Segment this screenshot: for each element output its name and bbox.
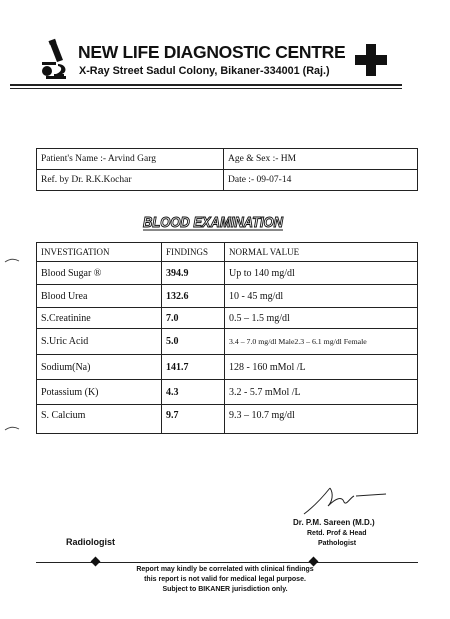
test-name: Sodium(Na) [37, 355, 162, 380]
report-date: Date :- 09-07-14 [224, 170, 418, 191]
finding-value: 4.3 [162, 380, 225, 405]
test-name: Potassium (K) [37, 380, 162, 405]
table-row [37, 405, 418, 434]
column-header-findings: FINDINGS [162, 243, 225, 262]
footer-line-3: Subject to BIKANER jurisdiction only. [162, 586, 288, 593]
normal-range: 128 - 160 mMol /L [225, 355, 418, 380]
finding-value: 9.7 [162, 405, 225, 434]
lab-name: NEW LIFE DIAGNOSTIC CENTRE [78, 42, 346, 62]
microscope-icon [36, 38, 72, 80]
column-header-investigation: INVESTIGATION [37, 243, 162, 262]
normal-range: 9.3 – 10.7 mg/dl [225, 405, 418, 434]
test-name: Blood Urea [37, 285, 162, 308]
normal-range: 3.2 - 5.7 mMol /L [225, 380, 418, 405]
test-name: S.Uric Acid [37, 329, 162, 355]
table-row [37, 329, 418, 355]
medical-cross-icon [355, 44, 387, 76]
table-row [37, 262, 418, 285]
finding-value: 394.9 [162, 262, 225, 285]
test-name: S.Creatinine [37, 308, 162, 329]
finding-value: 132.6 [162, 285, 225, 308]
radiologist-label: Radiologist [66, 537, 115, 547]
table-row [37, 380, 418, 405]
normal-range: Up to 140 mg/dl [225, 262, 418, 285]
column-header-normal-value: NORMAL VALUE [225, 243, 418, 262]
referred-by: Ref. by Dr. R.K.Kochar [37, 170, 224, 191]
footer-line-1: Report may kindly be correlated with clinical findings [136, 566, 314, 573]
report-title-text: BLOOD EXAMINATION [143, 215, 284, 231]
doctor-role: Pathologist [318, 540, 357, 547]
patient-info-table [36, 148, 418, 191]
table-row [37, 308, 418, 329]
margin-mark [4, 256, 20, 266]
results-table [36, 242, 418, 434]
diamond-ornament-right [309, 557, 319, 567]
table-row [37, 285, 418, 308]
patient-age-sex: Age & Sex :- HM [224, 149, 418, 170]
finding-value: 7.0 [162, 308, 225, 329]
table-row [37, 355, 418, 380]
doctor-name: Dr. P.M. Sareen (M.D.) [293, 518, 375, 527]
diamond-ornament-left [91, 557, 101, 567]
test-name: Blood Sugar ® [37, 262, 162, 285]
results-header-row [37, 243, 418, 262]
normal-range: 3.4 – 7.0 mg/dl Male2.3 – 6.1 mg/dl Female [225, 329, 418, 355]
patient-row-1 [37, 149, 418, 170]
patient-name: Patient's Name :- Arvind Garg [37, 149, 224, 170]
report-title [140, 210, 286, 232]
footer-line-2: this report is not valid for medical legal purpose. [144, 576, 306, 583]
normal-range: 0.5 – 1.5 mg/dl [225, 308, 418, 329]
lab-address: X-Ray Street Sadul Colony, Bikaner-334001 (Raj.) [79, 65, 330, 77]
header-rule-top [10, 84, 402, 86]
test-name: S. Calcium [37, 405, 162, 434]
doctor-title: Retd. Prof & Head [307, 530, 367, 537]
margin-mark [4, 424, 20, 434]
finding-value: 141.7 [162, 355, 225, 380]
finding-value: 5.0 [162, 329, 225, 355]
handwritten-signature [300, 480, 388, 520]
header-rule-bottom [10, 88, 402, 89]
patient-row-2 [37, 170, 418, 191]
normal-range: 10 - 45 mg/dl [225, 285, 418, 308]
